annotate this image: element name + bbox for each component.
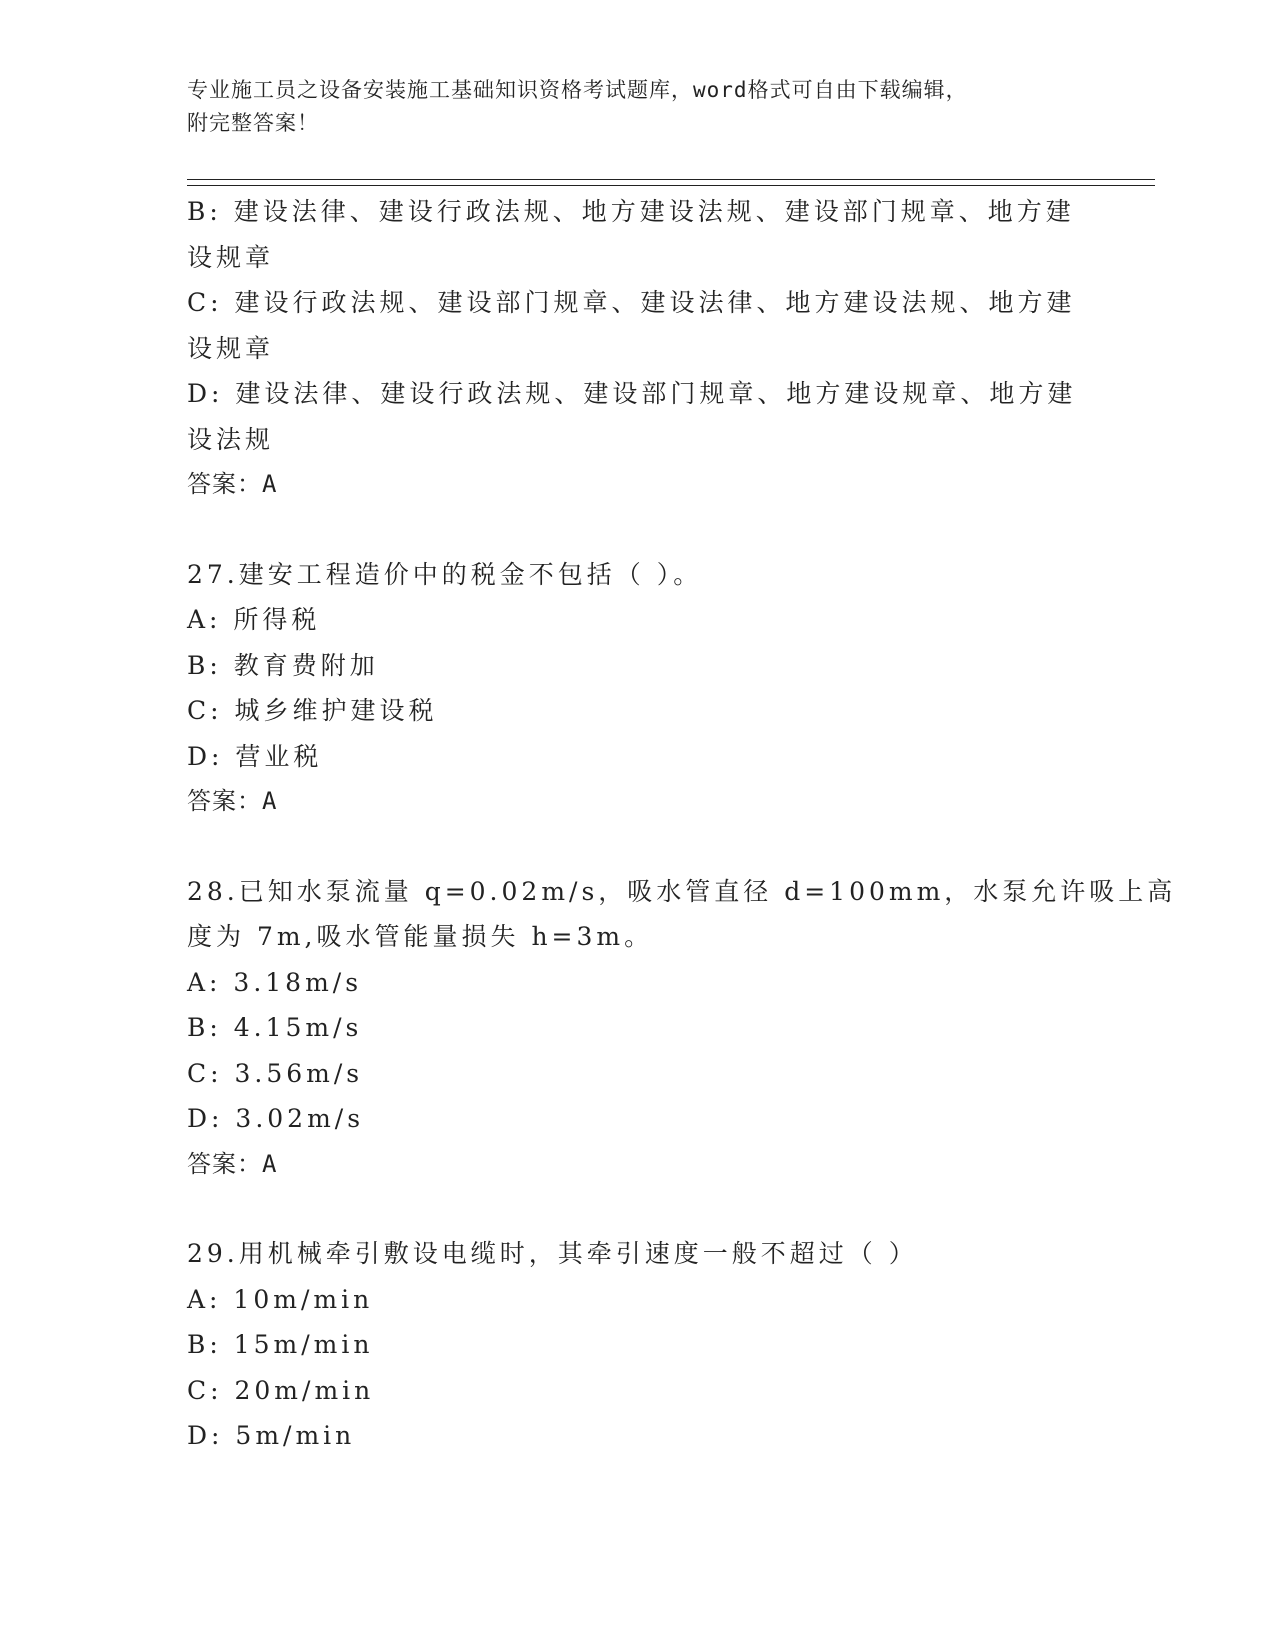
header-line-1: 专业施工员之设备安装施工基础知识资格考试题库，word格式可自由下载编辑， xyxy=(187,78,968,102)
option-d-line-1: D: 建设法律、建设行政法规、建设部门规章、地方建设规章、地方建 xyxy=(187,379,1077,408)
option-c-line-1: C: 建设行政法规、建设部门规章、建设法律、地方建设法规、地方建 xyxy=(187,288,1076,317)
option-a: A: 3.18m/s xyxy=(187,967,363,997)
option-b: B: 教育费附加 xyxy=(187,650,379,680)
question-list xyxy=(187,189,1177,1459)
spacer xyxy=(187,825,1087,869)
question-stem-line-1: 28.已知水泵流量 q=0.02m/s，吸水管直径 d=100mm，水泵允许吸上高 xyxy=(187,876,1177,906)
question-27 xyxy=(187,552,1087,825)
option-c-line-2: 设规章 xyxy=(187,333,275,363)
option-b-line-2: 设规章 xyxy=(187,242,275,272)
option-d: D: 3.02m/s xyxy=(187,1104,365,1133)
header-line-2: 附完整答案！ xyxy=(187,111,319,135)
option-b-line-1: B: 建设法律、建设行政法规、地方建设法规、建设部门规章、地方建 xyxy=(187,197,1075,226)
option-a: A: 10m/min xyxy=(187,1284,374,1314)
answer: 答案：A xyxy=(187,787,278,815)
question-stem-line-2: 度为 7m,吸水管能量损失 h=3m。 xyxy=(187,922,654,951)
option-c: C: 城乡维护建设税 xyxy=(187,696,438,725)
header-divider xyxy=(187,179,1155,186)
option-d-line-2: 设法规 xyxy=(187,424,275,454)
option-d: D: 营业税 xyxy=(187,741,323,771)
question-26-continued xyxy=(187,189,1087,508)
option-c: C: 20m/min xyxy=(187,1375,375,1405)
question-29 xyxy=(187,1231,1087,1459)
document-header xyxy=(187,74,1067,140)
option-b: B: 4.15m/s xyxy=(187,1013,363,1042)
option-b: B: 15m/min xyxy=(187,1330,374,1359)
question-28 xyxy=(187,869,1177,1188)
answer: 答案：A xyxy=(187,1149,278,1178)
spacer xyxy=(187,1187,1087,1231)
option-d: D: 5m/min xyxy=(187,1421,356,1450)
question-stem: 29.用机械牵引敷设电缆时，其牵引速度一般不超过（ ） xyxy=(187,1239,918,1268)
question-stem: 27.建安工程造价中的税金不包括（ ）。 xyxy=(187,559,703,589)
answer: 答案：A xyxy=(187,470,278,498)
option-c: C: 3.56m/s xyxy=(187,1058,364,1088)
option-a: A: 所得税 xyxy=(187,605,321,634)
spacer xyxy=(187,508,1087,552)
